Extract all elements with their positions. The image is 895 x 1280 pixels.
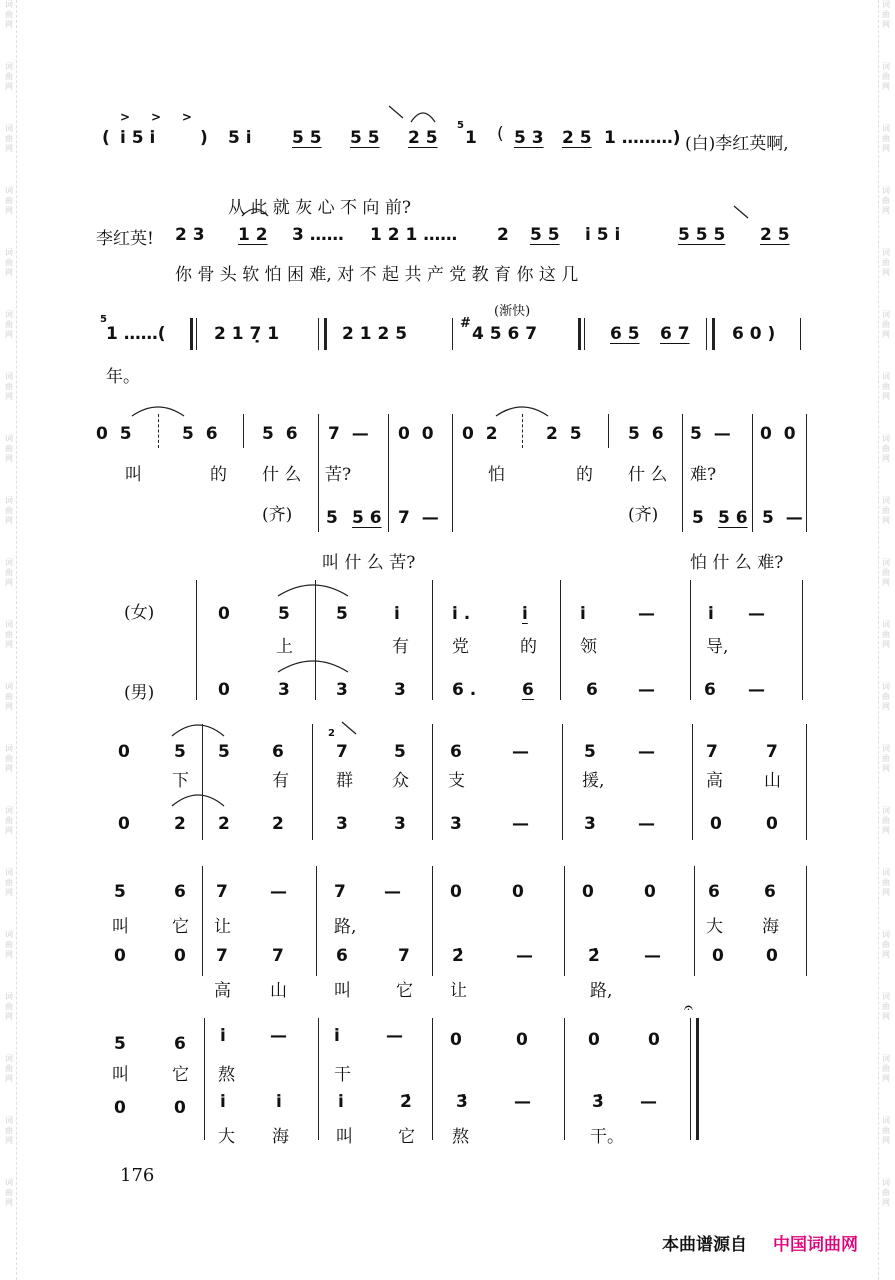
watermark-text: 词 曲 网 <box>882 620 890 649</box>
sys8-lyric-bottom: 海 <box>272 1127 289 1147</box>
repeat-notes-2: 2 1 2 5 <box>342 324 408 344</box>
sys6-lyric: 援, <box>582 771 605 791</box>
sys7-bottom-note: — <box>516 946 533 966</box>
barline <box>316 866 317 976</box>
barline <box>312 724 313 840</box>
sys6-lyric: 群 <box>336 771 353 791</box>
sys8-lyric-bottom: 干。 <box>590 1127 624 1147</box>
barline <box>692 724 693 840</box>
sys7-top-note: 6 <box>174 882 186 902</box>
barline <box>318 1018 319 1140</box>
barline <box>432 580 433 700</box>
sys6-bottom-note: 3 <box>394 814 406 834</box>
tie-mark <box>170 720 226 738</box>
note-1: 1 <box>465 128 477 148</box>
paren2-open: ( <box>497 124 504 144</box>
sys6-top-note: 5 <box>218 742 230 762</box>
watermark-text: 词 曲 网 <box>882 310 890 339</box>
sys7-lyric-bottom: 高 <box>214 981 231 1001</box>
sys7-top-note: 0 <box>512 882 524 902</box>
sys7-bottom-note: 2̇ <box>588 946 600 966</box>
page-number: 176 <box>120 1165 155 1186</box>
sys6-bottom-note: — <box>638 814 655 834</box>
barline <box>388 414 389 532</box>
sys8-bottom-note: i̇ <box>276 1092 282 1112</box>
watermark-text: 词 曲 网 <box>5 744 13 773</box>
sys6-lyric: 支 <box>448 771 465 791</box>
sys8-lyric-top: 它 <box>172 1065 189 1085</box>
watermark-text: 词 曲 网 <box>882 124 890 153</box>
repeat-bar <box>578 318 581 350</box>
slur-mark <box>385 104 445 128</box>
sys4-lyric-bottom: 怕 什 么 难? <box>690 553 784 573</box>
sys4-bottom-f: 5 — <box>762 508 803 528</box>
sys4-bottom-e: 5 6 <box>718 508 748 528</box>
sys8-lyric-bottom: 大 <box>218 1127 235 1147</box>
accent-notes: i̇ 5 i̇ <box>120 128 156 148</box>
female-note: i̇ . <box>452 604 471 624</box>
speech-text: (白)李红英啊, <box>685 134 789 154</box>
sys7-bottom-note: — <box>644 946 661 966</box>
fermata-icon: 𝄐 <box>684 998 693 1017</box>
watermark-text: 词 曲 网 <box>882 744 890 773</box>
female-note: i̇ <box>394 604 400 624</box>
watermark-text: 词 曲 网 <box>5 558 13 587</box>
lyric-line3: 年。 <box>106 367 140 387</box>
watermark-text: 词 曲 网 <box>5 186 13 215</box>
female-note: 5 <box>336 604 348 624</box>
sys7-bottom-note: 0 <box>114 946 126 966</box>
barline <box>243 414 244 448</box>
watermark-text: 词 曲 网 <box>882 1054 890 1083</box>
sys7-lyric-bottom: 它 <box>396 981 413 1001</box>
sys7-bottom-note: 7 <box>398 946 410 966</box>
site-name-link[interactable]: 中国词曲网 <box>773 1235 858 1255</box>
sys5-lyric: 导, <box>706 637 729 657</box>
repeat-bar <box>712 318 715 350</box>
sys5-lyric: 的 <box>520 637 537 657</box>
sys4-notes-7: 2 5 <box>546 424 582 444</box>
sharp-sign: # <box>460 316 471 331</box>
sys6-lyric: 众 <box>392 771 409 791</box>
watermark-text: 词 曲 网 <box>882 186 890 215</box>
watermark-text: 词 曲 网 <box>5 434 13 463</box>
lyric-line2: 你 骨 头 软 怕 困 难, 对 不 起 共 产 党 教 育 你 这 几 <box>175 265 579 285</box>
barline <box>432 1018 433 1140</box>
sys6-bottom-note: 2 <box>272 814 284 834</box>
repeat-notes-1: 2 1 7̣ 1 <box>214 324 280 344</box>
sys4-notes-5: 0 0 <box>398 424 434 444</box>
tie-mark <box>276 580 350 598</box>
sys7-bottom-note: 0 <box>766 946 778 966</box>
notes-n4: 1 2 1 …… <box>370 225 458 245</box>
female-note: i̇ <box>522 604 528 624</box>
sys6-lyric: 高 <box>706 771 723 791</box>
sys4-notes-9: 5 — <box>690 424 731 444</box>
sys6-lyric: 山 <box>764 771 781 791</box>
left-watermark-strip <box>2 0 17 1280</box>
sys4-notes-1: 0 5 <box>96 424 132 444</box>
repeat-notes-3: 4 5 6 7 <box>472 324 538 344</box>
watermark-text: 词 曲 网 <box>5 992 13 1021</box>
sys8-bottom-note: 0 <box>114 1098 126 1118</box>
watermark-text: 词 曲 网 <box>5 868 13 897</box>
sys4-lyric: 什 么 <box>628 465 668 485</box>
barline <box>800 318 801 350</box>
sys7-top-note: 5 <box>114 882 126 902</box>
sys6-bottom-note: 3 <box>336 814 348 834</box>
barline <box>432 724 433 840</box>
sys7-top-note: 6 <box>708 882 720 902</box>
beat-divider <box>158 414 159 448</box>
grace-5: 5 <box>100 314 107 325</box>
watermark-text: 词 曲 网 <box>882 682 890 711</box>
watermark-text: 词 曲 网 <box>882 992 890 1021</box>
sys7-bottom-note: 7 <box>216 946 228 966</box>
sys8-top-note: 0 <box>450 1030 462 1050</box>
sys8-bottom-note: i̇ <box>338 1092 344 1112</box>
watermark-text: 词 曲 网 <box>5 496 13 525</box>
sys8-lyric-top: 熬 <box>218 1065 235 1085</box>
sys4-notes-4: 7 — <box>328 424 369 444</box>
watermark-text: 词 曲 网 <box>882 62 890 91</box>
sys4-notes-3: 5 6 <box>262 424 298 444</box>
barline <box>806 724 807 840</box>
sys4-lyric: 怕 <box>488 465 505 485</box>
barline <box>690 1018 691 1140</box>
sys6-top-note: 5 <box>584 742 596 762</box>
watermark-text: 词 曲 网 <box>882 1178 890 1207</box>
male-label: (男) <box>124 683 155 703</box>
watermark-text: 词 曲 网 <box>882 0 890 29</box>
sys4-notes-10: 0 0 <box>760 424 796 444</box>
sys6-lyric: 下 <box>172 771 189 791</box>
sys6-top-note: 5 <box>394 742 406 762</box>
sys4-notes-8: 5 6 <box>628 424 664 444</box>
sys7-top-note: — <box>384 882 401 902</box>
sys7-bottom-note: 2̇ <box>452 946 464 966</box>
repeat-bar <box>706 318 707 350</box>
sys8-bottom-note: 3̇ <box>592 1092 604 1112</box>
sys7-lyric-bottom: 叫 <box>334 981 351 1001</box>
sys8-bottom-note: i̇ <box>220 1092 226 1112</box>
barline <box>560 580 561 700</box>
sys8-lyric-bottom: 它 <box>398 1127 415 1147</box>
sys6-top-note: — <box>512 742 529 762</box>
sys8-top-note: i̇ <box>220 1026 226 1046</box>
watermark-text: 词 曲 网 <box>882 806 890 835</box>
barline <box>202 724 203 840</box>
right-watermark-strip <box>878 0 893 1280</box>
sys6-top-note: 7 <box>766 742 778 762</box>
sys6-bottom-note: 0 <box>766 814 778 834</box>
sys4-bottom-c: 7 — <box>398 508 439 528</box>
watermark-text: 词 曲 网 <box>5 310 13 339</box>
tie-mark <box>276 656 350 674</box>
line3-start: 1 ……( <box>106 324 166 344</box>
repeat-bar <box>324 318 327 350</box>
sys7-bottom-note: 6 <box>336 946 348 966</box>
sys4-lyric: 的 <box>210 465 227 485</box>
sys7-top-note: 0 <box>450 882 462 902</box>
sys8-top-note: 5 <box>114 1034 126 1054</box>
barline <box>806 866 807 976</box>
sys5-lyric: 领 <box>580 637 597 657</box>
sys8-top-note: 6 <box>174 1034 186 1054</box>
notes-e: 5 3 <box>514 128 544 148</box>
sys6-top-note: 0 <box>118 742 130 762</box>
female-note: — <box>748 604 765 624</box>
sys7-lyric-top: 它 <box>172 917 189 937</box>
notes-f: 2 5 <box>562 128 592 148</box>
barline <box>608 414 609 448</box>
sys7-lyric-top: 路, <box>334 917 357 937</box>
sys4-lyric: 什 么 <box>262 465 302 485</box>
sys7-bottom-note: 0 <box>712 946 724 966</box>
watermark-text: 词 曲 网 <box>882 434 890 463</box>
grace-note: 5 <box>457 120 464 131</box>
paren-close: ) <box>200 128 208 148</box>
notes-a: 5 i̇ <box>228 128 252 148</box>
female-label: (女) <box>124 603 155 623</box>
sys6-lyric: 有 <box>272 771 289 791</box>
repeat-notes-4a: 6 5 <box>610 324 640 344</box>
sys4-lyric: 叫 <box>125 465 142 485</box>
male-note: 6 <box>586 680 598 700</box>
watermark-text: 词 曲 网 <box>5 682 13 711</box>
sys7-lyric-bottom: 让 <box>450 981 467 1001</box>
unison-mark: (齐) <box>628 505 659 525</box>
watermark-text: 词 曲 网 <box>882 372 890 401</box>
sys7-top-note: 7 <box>216 882 228 902</box>
male-note: 0 <box>218 680 230 700</box>
unison-mark: (齐) <box>262 505 293 525</box>
tempo-mark: (渐快) <box>494 304 531 319</box>
sys5-lyric: 有 <box>392 637 409 657</box>
barline <box>318 414 319 532</box>
speaker-name: 李红英! <box>96 229 154 249</box>
watermark-text: 词 曲 网 <box>5 620 13 649</box>
sys6-top-note: 7 <box>706 742 718 762</box>
sys6-top-note: 5 <box>174 742 186 762</box>
watermark-text: 词 曲 网 <box>5 62 13 91</box>
sys7-top-note: — <box>270 882 287 902</box>
sys8-bottom-note: 2̇ <box>400 1092 412 1112</box>
watermark-text: 词 曲 网 <box>882 496 890 525</box>
grace-2: 2 <box>328 728 335 739</box>
sys4-notes-6: 0 2 <box>462 424 498 444</box>
sys6-top-note: — <box>638 742 655 762</box>
sys6-bottom-note: 0 <box>118 814 130 834</box>
accent-marks: > > > <box>120 110 192 124</box>
female-note: — <box>638 604 655 624</box>
watermark-text: 词 曲 网 <box>5 1116 13 1145</box>
sys4-lyric: 苦? <box>325 465 352 485</box>
notes-n9: 2 5 <box>760 225 790 245</box>
barline <box>802 580 803 700</box>
sys8-lyric-bottom: 叫 <box>336 1127 353 1147</box>
notes-d: 2 5 <box>408 128 438 148</box>
barline <box>202 866 203 976</box>
tie-mark <box>240 204 270 218</box>
watermark-text: 词 曲 网 <box>5 0 13 29</box>
line3-end: 6 0 ) <box>732 324 776 344</box>
sys8-top-note: i̇ <box>334 1026 340 1046</box>
repeat-notes-4b: 6 7 <box>660 324 690 344</box>
lyric-line1: 从 此 就 灰 心 不 向 前? <box>228 198 411 218</box>
barline <box>564 866 565 976</box>
barline <box>752 414 753 532</box>
sys7-lyric-top: 大 <box>706 917 723 937</box>
barline <box>204 1018 205 1140</box>
sys6-bottom-note: 2 <box>218 814 230 834</box>
male-note: — <box>748 680 765 700</box>
sys7-top-note: 0 <box>582 882 594 902</box>
notes-n5: 2 <box>497 225 509 245</box>
notes-b: 5 5 <box>292 128 322 148</box>
male-note: 3 <box>336 680 348 700</box>
sys8-top-note: 0 <box>648 1030 660 1050</box>
sys7-lyric-bottom: 山 <box>270 981 287 1001</box>
male-note: 6 . <box>452 680 477 700</box>
glide-mark <box>340 720 360 738</box>
watermark-text: 词 曲 网 <box>5 806 13 835</box>
watermark-text: 词 曲 网 <box>882 248 890 277</box>
sys6-bottom-note: 3 <box>584 814 596 834</box>
sys8-bottom-note: — <box>514 1092 531 1112</box>
sys8-top-note: — <box>386 1026 403 1046</box>
barline <box>452 414 453 532</box>
notes-n3: 3 …… <box>292 225 344 245</box>
barline <box>315 580 316 700</box>
sys6-top-note: 6 <box>450 742 462 762</box>
sys5-lyric: 党 <box>452 637 469 657</box>
beat-divider <box>522 414 523 448</box>
sys4-lyric: 难? <box>690 465 717 485</box>
sys6-top-note: 7 <box>336 742 348 762</box>
sys8-lyric-bottom: 熬 <box>452 1127 469 1147</box>
sys7-lyric-top: 海 <box>762 917 779 937</box>
sys7-lyric-top: 让 <box>214 917 231 937</box>
male-note: 3 <box>394 680 406 700</box>
sys5-lyric: 上 <box>276 637 293 657</box>
sys7-lyric-bottom: 路, <box>590 981 613 1001</box>
repeat-bar <box>190 318 193 350</box>
watermark-text: 词 曲 网 <box>882 558 890 587</box>
male-note: 3 <box>278 680 290 700</box>
notes-n1: 2 3 <box>175 225 205 245</box>
repeat-bar <box>318 318 319 350</box>
sys4-bottom-a: 5 <box>326 508 338 528</box>
barline <box>682 414 683 532</box>
female-note: 0 <box>218 604 230 624</box>
sys7-top-note: 6 <box>764 882 776 902</box>
notes-c: 5 5 <box>350 128 380 148</box>
sys8-lyric-top: 叫 <box>112 1065 129 1085</box>
sys7-top-note: 0 <box>644 882 656 902</box>
notes-n2: 1 2 <box>238 225 268 245</box>
watermark-text: 词 曲 网 <box>5 1178 13 1207</box>
sys6-bottom-note: 3 <box>450 814 462 834</box>
source-label: 本曲谱源自 <box>662 1235 747 1255</box>
barline <box>562 724 563 840</box>
sys8-top-note: — <box>270 1026 287 1046</box>
tie-mark <box>170 790 226 808</box>
sys8-top-note: 0 <box>588 1030 600 1050</box>
sys6-bottom-note: 2 <box>174 814 186 834</box>
watermark-text: 词 曲 网 <box>5 930 13 959</box>
female-note: 5 <box>278 604 290 624</box>
barline <box>196 580 197 700</box>
sys8-bottom-note: 0 <box>174 1098 186 1118</box>
sys4-bottom-d: 5 <box>692 508 704 528</box>
final-barline <box>696 1018 699 1140</box>
paren-open: ( <box>102 128 110 148</box>
male-note: 6 <box>704 680 716 700</box>
watermark-text: 词 曲 网 <box>882 1116 890 1145</box>
sys6-bottom-note: — <box>512 814 529 834</box>
glide-mark <box>732 204 752 222</box>
barline <box>690 580 691 700</box>
female-note: i̇ <box>708 604 714 624</box>
female-note: i̇ <box>580 604 586 624</box>
repeat-bar <box>196 318 197 350</box>
sys8-bottom-note: 3̇ <box>456 1092 468 1112</box>
sys4-lyric: 的 <box>576 465 593 485</box>
barline <box>564 1018 565 1140</box>
sys6-top-note: 6 <box>272 742 284 762</box>
sys4-lyric-bottom: 叫 什 么 苦? <box>322 553 416 573</box>
notes-n7: i̇ 5 i̇ <box>585 225 621 245</box>
male-note: — <box>638 680 655 700</box>
barline <box>432 866 433 976</box>
sys8-lyric-top: 干 <box>334 1065 351 1085</box>
watermark-text: 词 曲 网 <box>5 1054 13 1083</box>
barline <box>694 866 695 976</box>
sys4-notes-2: 5 6 <box>182 424 218 444</box>
notes-n6: 5 5 <box>530 225 560 245</box>
sys7-top-note: 7 <box>334 882 346 902</box>
notes-n8: 5 5 5 <box>678 225 726 245</box>
notes-g: 1 ………) <box>604 128 681 148</box>
repeat-bar <box>584 318 585 350</box>
sys8-bottom-note: — <box>640 1092 657 1112</box>
watermark-text: 词 曲 网 <box>5 372 13 401</box>
sys4-bottom-b: 5 6 <box>352 508 382 528</box>
barline <box>806 414 807 532</box>
sys7-bottom-note: 0 <box>174 946 186 966</box>
sys8-top-note: 0 <box>516 1030 528 1050</box>
sys7-lyric-top: 叫 <box>112 917 129 937</box>
watermark-text: 词 曲 网 <box>5 124 13 153</box>
watermark-text: 词 曲 网 <box>882 868 890 897</box>
sys7-bottom-note: 7 <box>272 946 284 966</box>
barline <box>452 318 453 350</box>
watermark-text: 词 曲 网 <box>882 930 890 959</box>
watermark-text: 词 曲 网 <box>5 248 13 277</box>
male-note: 6 <box>522 680 534 700</box>
sys6-bottom-note: 0 <box>710 814 722 834</box>
